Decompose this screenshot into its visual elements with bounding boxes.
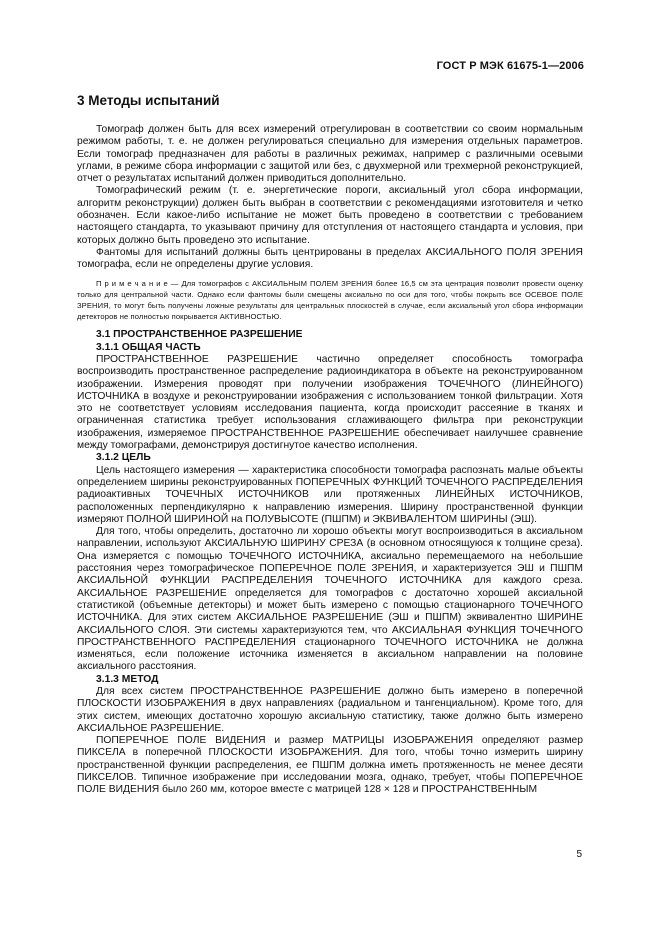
section-title: 3 Методы испытаний [77,93,220,108]
paragraph-2: Томографический режим (т. е. энергетические пороги, аксиальный угол сбора информации, алгоритм реконструкции) должен быть выбран в соответствии с рекомендациями изготовителя и четко обозначен. Если какое-либо испытание не может быть проведено в соответствии с требованием настоящего стандарта, то указывают причину для отступления от настоящего стандарта и условия, при которых должно быть проведено это испытание. [77,185,583,246]
page-number: 5 [576,849,582,860]
subsection-3-1-2-title: 3.1.2 ЦЕЛЬ [96,452,151,464]
paragraph-3: Фантомы для испытаний должны быть центрированы в пределах АКСИАЛЬНОГО ПОЛЯ ЗРЕНИЯ томографа, если не определены другие условия. [77,246,583,271]
body-text [77,124,583,797]
standard-header: ГОСТ Р МЭК 61675-1—2006 [436,60,584,72]
paragraph-1: Томограф должен быть для всех измерений отрегулирован в соответствии со своим нормальным режимом работы, т. е. не должен регулироваться специально для измерения отдельных параметров. Если томограф предназначен для работы в различных режимах, например с различными осевыми углами, в режиме сбора информации с защитой или без, с двухмерной или трехмерной реконструкцией, отчет о результатах испытаний должен приводиться дополнительно. [77,124,583,185]
subsection-3-1-title: 3.1 ПРОСТРАНСТВЕННОЕ РАЗРЕШЕНИЕ [96,329,303,341]
subsection-3-1-1-title: 3.1.1 ОБЩАЯ ЧАСТЬ [96,341,201,353]
subsection-3-1-3-paragraph-1: Для всех систем ПРОСТРАНСТВЕННОЕ РАЗРЕШЕНИЕ должно быть измерено в поперечной ПЛОСКОСТИ ИЗОБРАЖЕНИЯ в двух направлениях (радиальном и тангенциальном). Кроме того, для этих систем, имеющих достаточно хорошую аксиальную статистику, также должно быть измерено АКСИАЛЬНОЕ РАЗРЕШЕНИЕ. [77,685,583,734]
subsection-3-1-1-text: ПРОСТРАНСТВЕННОЕ РАЗРЕШЕНИЕ частично определяет способность томографа воспроизводить пространственное распределение радиоиндикатора в объекте на реконструированном изображении. Измерения проводят при получении изображения ТОЧЕЧНОГО (ЛИНЕЙНОГО) ИСТОЧНИКА в воздухе и реконструировании изображения с использованием тонкой фильтрации. Хотя это не соответствует условиям исследования пациента, когда происходит рассеяние в тканях и ограниченная статистика требует использования сглаживающего фильтра при реконструкции изображения, измеряемое ПРОСТРАНСТВЕННОЕ РАЗРЕШЕНИЕ обеспечивает наилучшее сравнение между томографами, демонстрируя достигнутое качество исполнения. [77,353,583,452]
subsection-3-1-3-paragraph-2: ПОПЕРЕЧНОЕ ПОЛЕ ВИДЕНИЯ и размер МАТРИЦЫ ИЗОБРАЖЕНИЯ определяют размер ПИКСЕЛА в поперечной ПЛОСКОСТИ ИЗОБРАЖЕНИЯ. Для того, чтобы точно измерить ширину пространственной функции распределения, ее ПШПМ должна иметь протяженность не менее десяти ПИКСЕЛОВ. Типичное изображение при исследовании мозга, однако, требует, чтобы ПОПЕРЕЧНОЕ ПОЛЕ ВИДЕНИЯ было 260 мм, которое вместе с матрицей 128 × 128 и ПРОСТРАНСТВЕННЫМ [77,735,583,796]
subsection-3-1-3-title: 3.1.3 МЕТОД [96,673,159,685]
subsection-3-1-2-paragraph-1: Цель настоящего измерения — характеристика способности томографа распознать малые объекты определением ширины реконструированных ПОПЕРЕЧНЫХ ФУНКЦИЙ ТОЧЕЧНОГО РАСПРЕДЕЛЕНИЯ радиоактивных ТОЧЕЧНЫХ ИСТОЧНИКОВ или протяженных ЛИНЕЙНЫХ ИСТОЧНИКОВ, расположенных перпендикулярно к направлению измерения. Ширину пространственной функции измеряют ПОЛНОЙ ШИРИНОЙ на ПОЛУВЫСОТЕ (ПШПМ) и ЭКВИВАЛЕНТОМ ШИРИНЫ (ЭШ). [77,464,583,525]
note: П р и м е ч а н и е — Для томографов с АКСИАЛЬНЫМ ПОЛЕМ ЗРЕНИЯ более 16,5 см эта центрация позволит провести оценку только для центральной части. Однако если фантомы были смещены аксиально по оси для того, чтобы покрыть все ОСЕВОЕ ПОЛЕ ЗРЕНИЯ, то могут быть получены ложные результаты для центральных плоскостей в случае, если аксиальный угол сбора информации детекторов не полностью покрывается АКТИВНОСТЬЮ. [77,278,583,322]
subsection-3-1-2-paragraph-2: Для того, чтобы определить, достаточно ли хорошо объекты могут воспроизводиться в аксиальном направлении, используют АКСИАЛЬНУЮ ШИРИНУ СРЕЗА (в основном относящуюся к толщине среза). Она измеряется с помощью ТОЧЕЧНОГО ИСТОЧНИКА, аксиально перемещаемого на небольшие расстояния через томографическое ПОПЕРЕЧНОЕ ПОЛЕ ЗРЕНИЯ, и характеризуется ЭШ и ПШПМ АКСИАЛЬНОЙ ФУНКЦИИ РАСПРЕДЕЛЕНИЯ ТОЧЕЧНОГО ИСТОЧНИКА для каждого среза. АКСИАЛЬНОЕ РАЗРЕШЕНИЕ определяется для томографов с достаточно хорошей аксиальной статистикой (объемные детекторы) и может быть измерено с помощью стационарного ТОЧЕЧНОГО ИСТОЧНИКА. Для этих систем АКСИАЛЬНОЕ РАЗРЕШЕНИЕ (ЭШ и ПШПМ) эквивалентно ШИРИНЕ АКСИАЛЬНОГО СЛОЯ. Эти системы характеризуются тем, что АКСИАЛЬНАЯ ФУНКЦИЯ ТОЧЕЧНОГО ПРОСТРАНСТВЕННОГО РАСПРЕДЕЛЕНИЯ стационарного ТОЧЕЧНОГО ИСТОЧНИКА не должна изменяться, если положение источника изменяется в аксиальном направлении на половине аксиального расстояния. [77,526,583,673]
